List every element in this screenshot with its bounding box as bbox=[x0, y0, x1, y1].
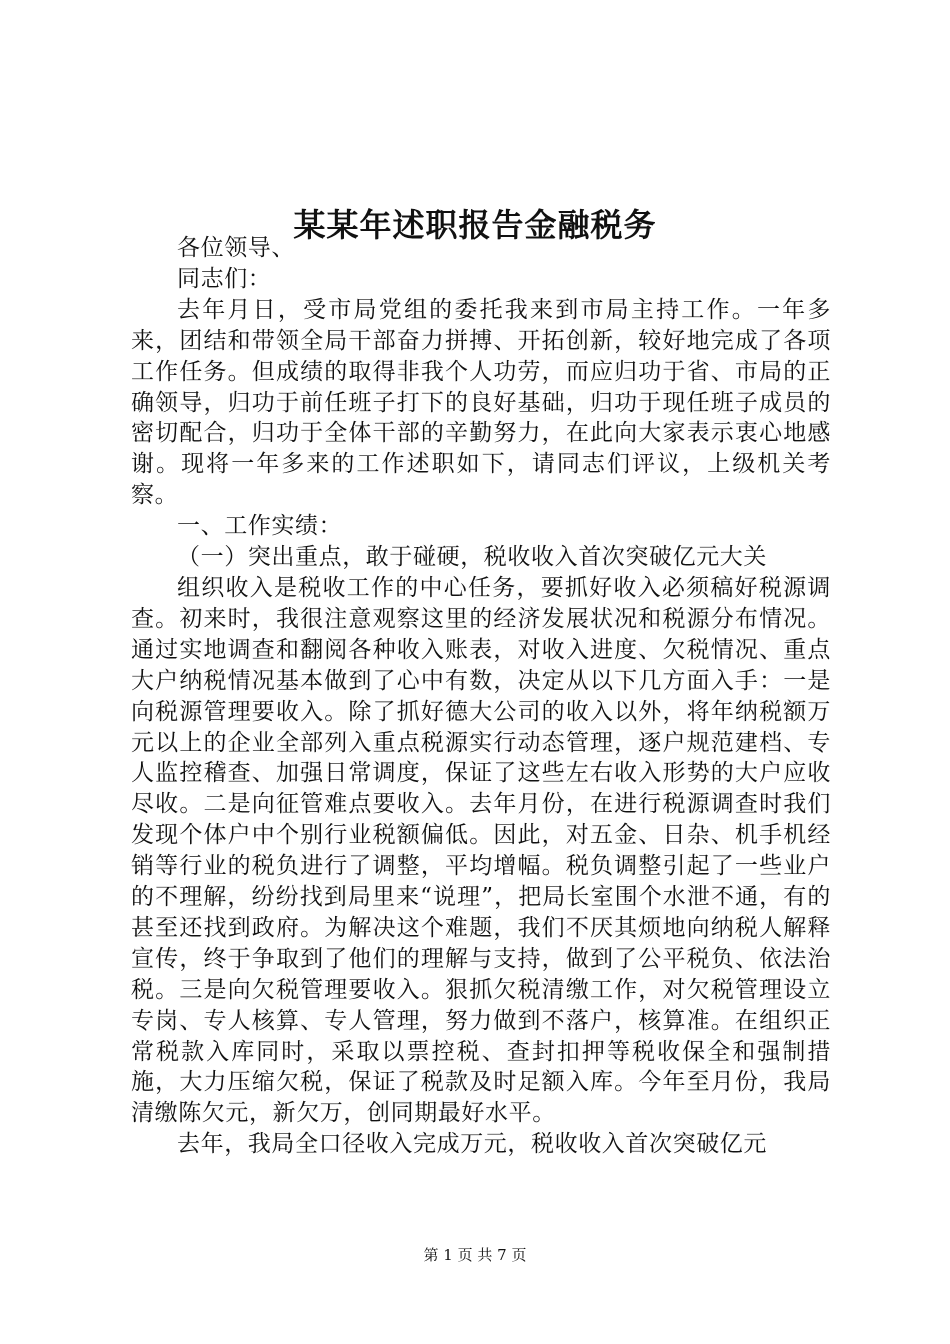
page-footer: 第 1 页 共 7 页 bbox=[423, 1246, 527, 1264]
document-title: 某某年述职报告金融税务 bbox=[293, 206, 657, 245]
section-heading: 一、工作实绩： bbox=[177, 513, 343, 540]
body-paragraph-revenue: 组织收入是税收工作的中心任务，要抓好收入必须稿好税源调查。初来时，我很注意观察这里的经济发展状况和税源分布情况。通过实地调查和翻阅各种收入账表，对收入进度、欠税情况、重点大户纳税情况基本做到了心中有数，决定从以下几方面入手：一是向税源管理要收入。除了抓好德大公司的收入以外，将年纳税额万元以上的企业全部列入重点税源实行动态管理，逐户规范建档、专人监控稽查、加强日常调度，保证了这些左右收入形势的大户应收尽收。二是向征管难点要收入。去年月份，在进行税源调查时我们发现个体户中个别行业税额偏低。因此，对五金、日杂、机手机经销等行业的税负进行了调整，平均增幅。税负调整引起了一些业户的不理解，纷纷找到局里来“说理”，把局长室围个水泄不通，有的甚至还找到政府。为解决这个难题，我们不厌其烦地向纳税人解释宣传，终于争取到了他们的理解与支持，做到了公平税负、依法治税。三是向欠税管理要收入。狠抓欠税清缴工作，对欠税管理设立专岗、专人核算、专人管理，努力做到不落户，核算准。在组织正常税款入库同时，采取以票控税、查封扣押等税收保全和强制措施，大力压缩欠税，保证了税款及时足额入库。今年至月份，我局清缴陈欠元，新欠万，创同期最好水平。 bbox=[131, 574, 831, 1127]
subsection-heading: （一）突出重点，敢于碰硬，税收收入首次突破亿元大关 bbox=[177, 544, 767, 571]
body-paragraph-summary: 去年，我局全口径收入完成万元，税收收入首次突破亿元 bbox=[177, 1131, 767, 1158]
document-body bbox=[131, 233, 831, 1160]
salutation-line-2: 同志们： bbox=[177, 265, 272, 292]
body-paragraph-intro: 去年月日，受市局党组的委托我来到市局主持工作。一年多来，团结和带领全局干部奋力拼搏、开拓创新，较好地完成了各项工作任务。但成绩的取得非我个人功劳，而应归功于省、市局的正确领导，归功于前任班子打下的良好基础，归功于现任班子成员的密切配合，归功于全体干部的辛勤努力，在此向大家表示衷心地感谢。现将一年多来的工作述职如下，请同志们评议，上级机关考察。 bbox=[131, 296, 831, 509]
salutation-line-1: 各位领导、 bbox=[177, 235, 295, 261]
